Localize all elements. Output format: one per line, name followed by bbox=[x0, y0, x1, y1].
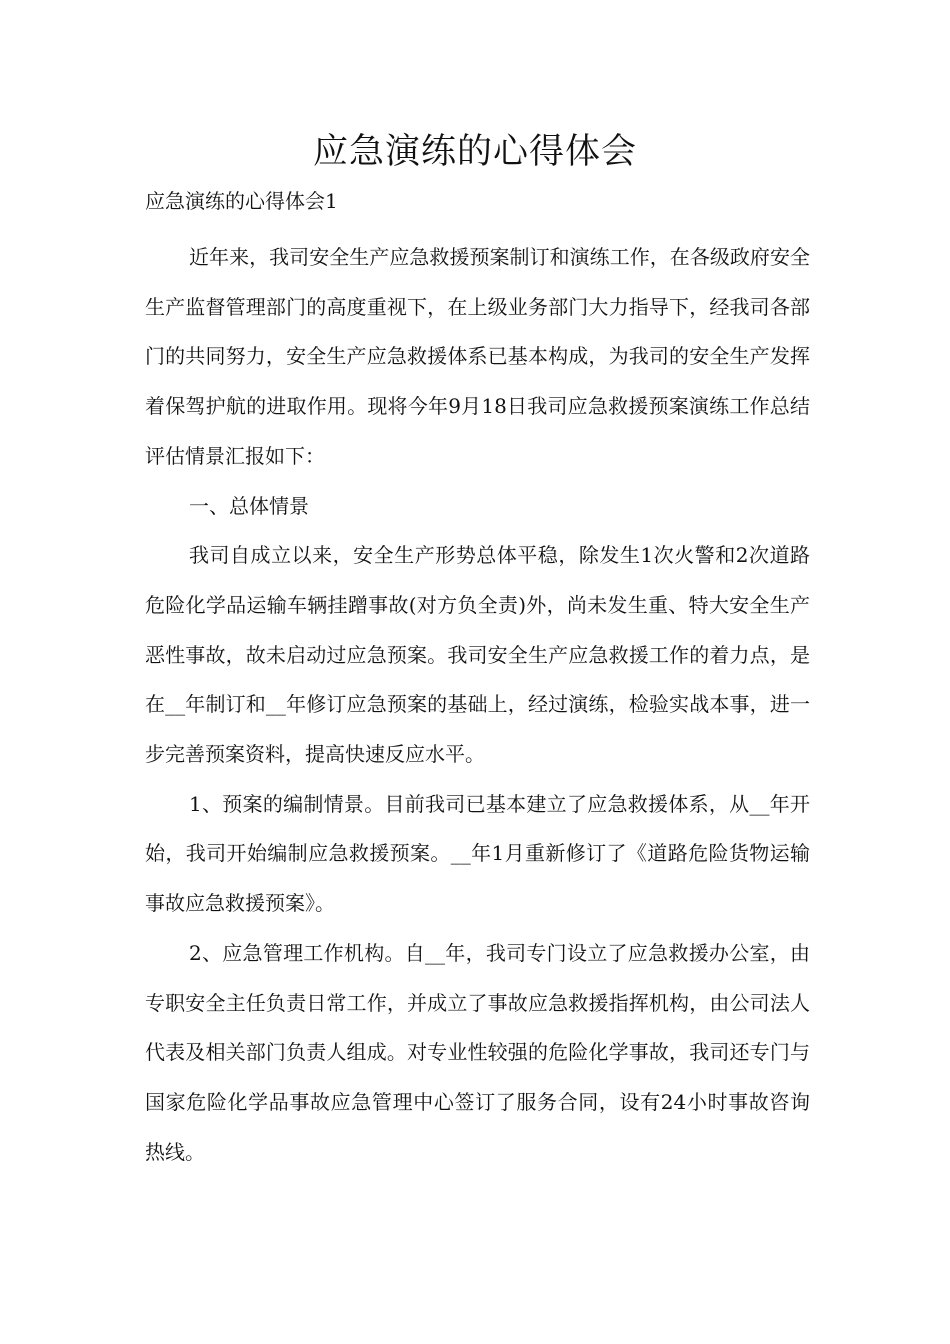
section-heading-overview: 一、总体情景 bbox=[189, 493, 309, 518]
document-body bbox=[145, 233, 810, 1177]
paragraph-intro: 近年来，我司安全生产应急救援预案制订和演练工作，在各级政府安全生产监督管理部门的高度重视下，在上级业务部门大力指导下，经我司各部门的共同努力，安全生产应急救援体系已基本构成，为我司的安全生产发挥着保驾护航的进取作用。现将今年9月18日我司应急救援预案演练工作总结评估情景汇报如下： bbox=[145, 245, 810, 468]
paragraph-management-agency: 2、应急管理工作机构。自__年，我司专门设立了应急救援办公室，由专职安全主任负责日常工作，并成立了事故应急救援指挥机构，由公司法人代表及相关部门负责人组成。对专业性较强的危险化学事故，我司还专门与国家危险化学品事故应急管理中心签订了服务合同，设有24小时事故咨询热线。 bbox=[145, 940, 810, 1164]
document-title: 应急演练的心得体会 bbox=[312, 132, 637, 172]
paragraph-overview: 我司自成立以来，安全生产形势总体平稳，除发生1次火警和2次道路危险化学品运输车辆挂蹭事故(对方负全责)外，尚未发生重、特大安全生产恶性事故，故未启动过应急预案。我司安全生产应急救援工作的着力点，是在__年制订和__年修订应急预案的基础上，经过演练，检验实战本事，进一步完善预案资料，提高快速反应水平。 bbox=[145, 543, 810, 767]
document-subtitle: 应急演练的心得体会1 bbox=[145, 189, 338, 213]
paragraph-plan-compilation: 1、预案的编制情景。目前我司已基本建立了应急救援体系，从__年开始，我司开始编制应急救援预案。__年1月重新修订了《道路危险货物运输事故应急救援预案》。 bbox=[145, 791, 810, 916]
